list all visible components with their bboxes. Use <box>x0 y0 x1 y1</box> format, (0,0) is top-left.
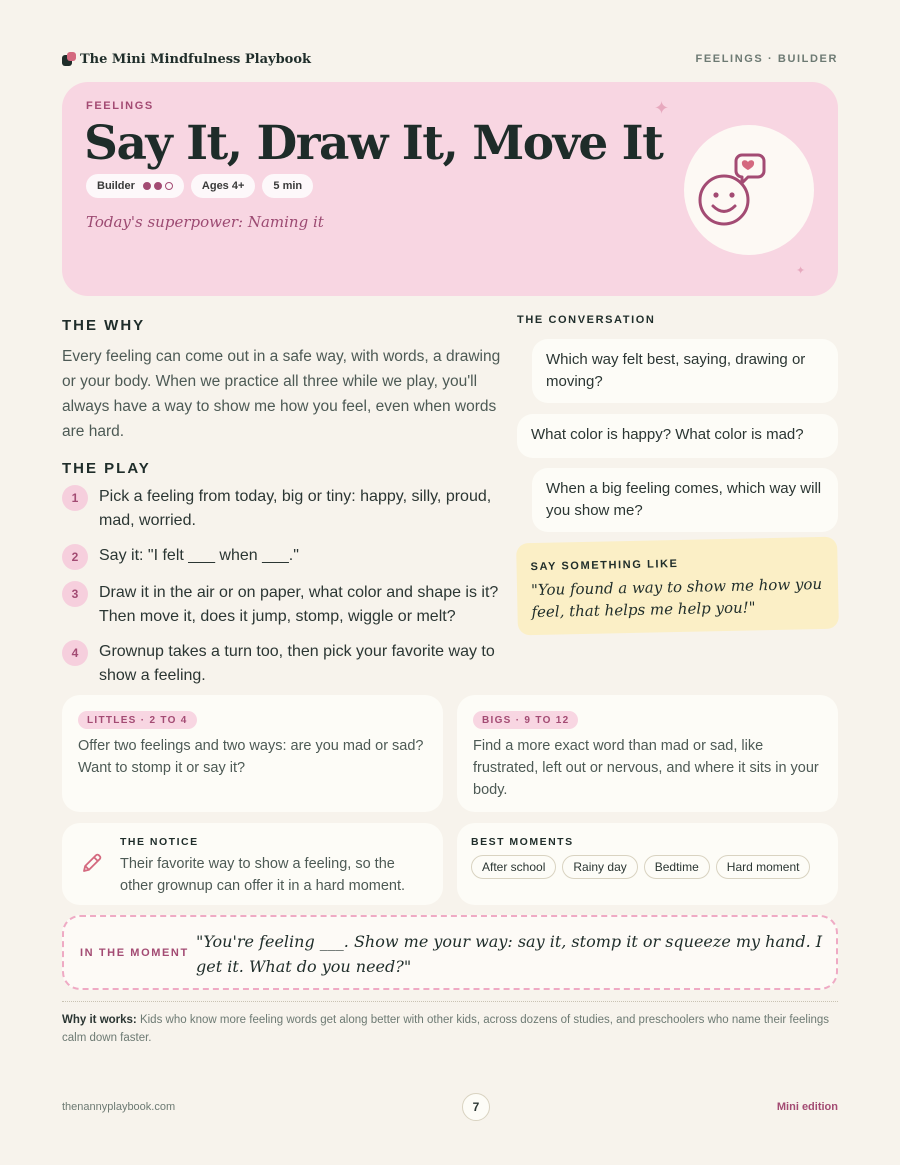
step-number: 3 <box>62 581 88 607</box>
conversation-label: THE CONVERSATION <box>517 314 656 326</box>
step-number: 2 <box>62 544 88 570</box>
level-pill <box>86 174 184 198</box>
footer-site: thenannyplaybook.com <box>62 1101 176 1113</box>
list-item <box>62 485 507 533</box>
hero-card <box>62 82 838 296</box>
conversation-bubble: When a big feeling comes, which way will you show me? <box>532 468 838 532</box>
best-moments-card <box>457 823 838 905</box>
moment-chip: Hard moment <box>716 855 811 879</box>
top-bar <box>62 50 838 68</box>
littles-card <box>62 695 443 812</box>
level-dot <box>154 182 162 190</box>
why-works-text: Kids who know more feeling words get along better with other kids, across dozens of studies, and preschoolers who name their feelings calm down faster. <box>62 1014 830 1044</box>
say-something-card <box>516 537 839 636</box>
step-text: Grownup takes a turn too, then pick your favorite way to show a feeling. <box>99 643 495 684</box>
category-label: FEELINGS · BUILDER <box>695 53 838 65</box>
brand-name: The Mini Mindfulness Playbook <box>80 51 312 67</box>
step-number: 1 <box>62 485 88 511</box>
step-text: Say it: "I felt ___ when ___." <box>99 547 299 564</box>
in-the-moment-card <box>62 915 838 990</box>
hero-pills <box>86 174 313 198</box>
sparkle-icon: ✦ <box>796 265 806 277</box>
play-heading: THE PLAY <box>62 460 151 477</box>
level-label: Builder <box>97 180 135 192</box>
superpower-text: Today's superpower: Naming it <box>86 213 324 231</box>
page-title: Say It, Draw It, Move It <box>84 116 663 171</box>
list-item <box>62 544 507 570</box>
list-item <box>62 581 507 629</box>
brand <box>62 52 311 67</box>
best-moments-label: BEST MOMENTS <box>471 836 574 848</box>
notice-label: THE NOTICE <box>120 836 199 848</box>
pencil-icon <box>80 851 104 875</box>
moment-chip: Bedtime <box>644 855 710 879</box>
duration-pill: 5 min <box>262 174 313 198</box>
littles-text: Offer two feelings and two ways: are you mad or sad? Want to stomp it or say it? <box>78 738 424 776</box>
moment-label: IN THE MOMENT <box>80 947 189 959</box>
brand-logo-icon <box>62 52 76 66</box>
ages-pill: Ages 4+ <box>191 174 256 198</box>
moment-chip: Rainy day <box>562 855 637 879</box>
say-label: SAY SOMETHING LIKE <box>530 557 679 574</box>
conversation-bubble: Which way felt best, saying, drawing or moving? <box>532 339 838 403</box>
play-steps <box>62 485 507 699</box>
step-text: Pick a feeling from today, big or tiny: happy, silly, proud, mad, worried. <box>99 488 492 529</box>
moment-chip: After school <box>471 855 556 879</box>
step-text: Draw it in the air or on paper, what color and shape is it? Then move it, does it jump, stomp, wiggle or melt? <box>99 584 499 625</box>
footer-edition: Mini edition <box>776 1101 838 1113</box>
level-dot <box>143 182 151 190</box>
notice-card <box>62 823 443 905</box>
divider <box>62 1001 838 1002</box>
littles-tag: LITTLES · 2 TO 4 <box>78 711 197 729</box>
why-it-works <box>62 1011 838 1047</box>
best-moments-chips <box>471 855 810 879</box>
notice-text: Their favorite way to show a feeling, so the other grownup can offer it in a hard moment. <box>120 856 406 894</box>
why-works-label: Why it works: <box>62 1014 137 1026</box>
hero-illustration <box>684 125 814 255</box>
why-text: Every feeling can come out in a safe way, with words, a drawing or your body. When we practice all three while we play, you'll always have a way to show me how you feel, even when words are hard. <box>62 348 501 440</box>
bigs-card <box>457 695 838 812</box>
why-heading: THE WHY <box>62 317 146 334</box>
say-text: "You found a way to show me how you feel, that helps me help you!" <box>530 574 823 622</box>
smiley-heart-bubble-icon <box>684 125 814 255</box>
list-item <box>62 640 507 688</box>
level-dots <box>143 182 173 190</box>
level-dot <box>165 182 173 190</box>
moment-text: "You're feeling ___. Show me your way: say it, stomp it or squeeze my hand. I get it. What do you need?" <box>196 932 823 976</box>
sparkle-icon: ✦ <box>654 98 670 118</box>
page-number: 7 <box>462 1093 490 1121</box>
conversation-bubble: What color is happy? What color is mad? <box>517 414 838 458</box>
bigs-tag: BIGS · 9 TO 12 <box>473 711 578 729</box>
step-number: 4 <box>62 640 88 666</box>
bigs-text: Find a more exact word than mad or sad, like frustrated, left out or nervous, and where it sits in your body. <box>473 738 819 798</box>
hero-eyebrow: FEELINGS <box>86 100 154 112</box>
